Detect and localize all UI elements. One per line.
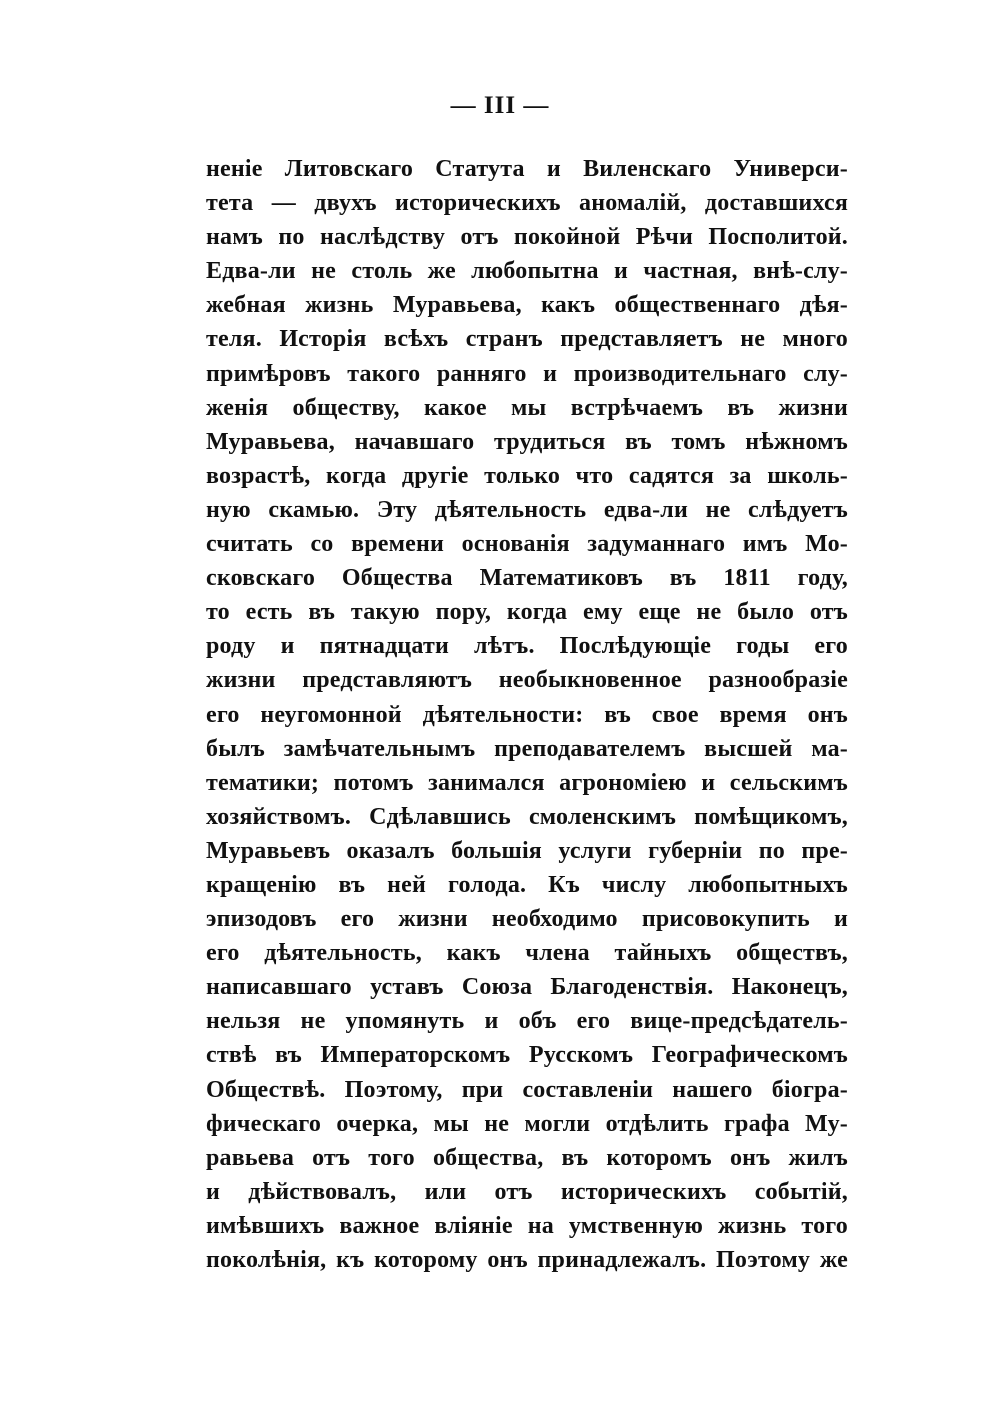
text-line: Едва-ли не столь же любопытна и частная, внѣ-слу- [206, 258, 848, 285]
text-line: тета — двухъ историческихъ аномалій, доставшихся [206, 190, 848, 217]
text-line: имѣвшихъ важное вліяніе на умственную жизнь того [206, 1212, 848, 1239]
text-line: поколѣнія, къ которому онъ принадлежалъ. Поэтому же [206, 1247, 848, 1273]
text-line: то есть въ такую пору, когда ему еще не было отъ [206, 599, 848, 626]
text-line: неніе Литовскаго Статута и Виленскаго Универси- [206, 156, 848, 182]
text-line: сковскаго Общества Математиковъ въ 1811 году, [206, 565, 848, 592]
text-line: Муравьева, начавшаго трудиться въ томъ нѣжномъ [206, 428, 848, 455]
text-line: ную скамью. Эту дѣятельность едва-ли не слѣдуетъ [206, 496, 848, 523]
text-line: жизни представляютъ необыкновенное разнообразіе [206, 667, 848, 694]
text-line: ствѣ въ Императорскомъ Русскомъ Географическомъ [206, 1042, 848, 1069]
text-line: тематики; потомъ занимался агрономіею и сельскимъ [206, 769, 848, 796]
text-line: хозяйствомъ. Сдѣлавшись смоленскимъ помѣщикомъ, [206, 803, 848, 830]
body-text [206, 152, 848, 1277]
text-line: и дѣйствовалъ, или отъ историческихъ событій, [206, 1178, 848, 1205]
text-line: нельзя не упомянуть и объ его вице-предсѣдатель- [206, 1008, 848, 1035]
text-line: примѣровъ такого ранняго и производительнаго слу- [206, 360, 848, 387]
text-line: его неугомонной дѣятельности: въ свое время онъ [206, 701, 848, 728]
text-line: Муравьевъ оказалъ большія услуги губерніи по пре- [206, 837, 848, 864]
page-number: — III — [450, 92, 550, 119]
text-line: Обществѣ. Поэтому, при составленіи нашего біогра- [206, 1076, 848, 1103]
text-line: написавшаго уставъ Союза Благоденствія. Наконецъ, [206, 974, 848, 1001]
text-line: считать со времени основанія задуманнаго имъ Мо- [206, 531, 848, 558]
text-line: кращенію въ ней голода. Къ числу любопытныхъ [206, 871, 848, 898]
text-line: его дѣятельность, какъ члена тайныхъ обществъ, [206, 940, 848, 967]
text-line: былъ замѣчательнымъ преподавателемъ высшей ма- [206, 735, 848, 762]
text-line: намъ по наслѣдству отъ покойной Рѣчи Посполитой. [206, 224, 848, 251]
text-line: равьева отъ того общества, въ которомъ онъ жилъ [206, 1144, 848, 1171]
text-line: фическаго очерка, мы не могли отдѣлить графа Му- [206, 1110, 848, 1137]
text-line: роду и пятнадцати лѣтъ. Послѣдующіе годы его [206, 633, 848, 660]
text-line: теля. Исторія всѣхъ странъ представляетъ не много [206, 326, 848, 353]
text-line: возрастѣ, когда другіе только что садятся за школь- [206, 462, 848, 489]
text-line: эпизодовъ его жизни необходимо присовокупить и [206, 906, 848, 933]
text-line: женія обществу, какое мы встрѣчаемъ въ жизни [206, 394, 848, 421]
text-line: жебная жизнь Муравьева, какъ общественнаго дѣя- [206, 292, 848, 319]
